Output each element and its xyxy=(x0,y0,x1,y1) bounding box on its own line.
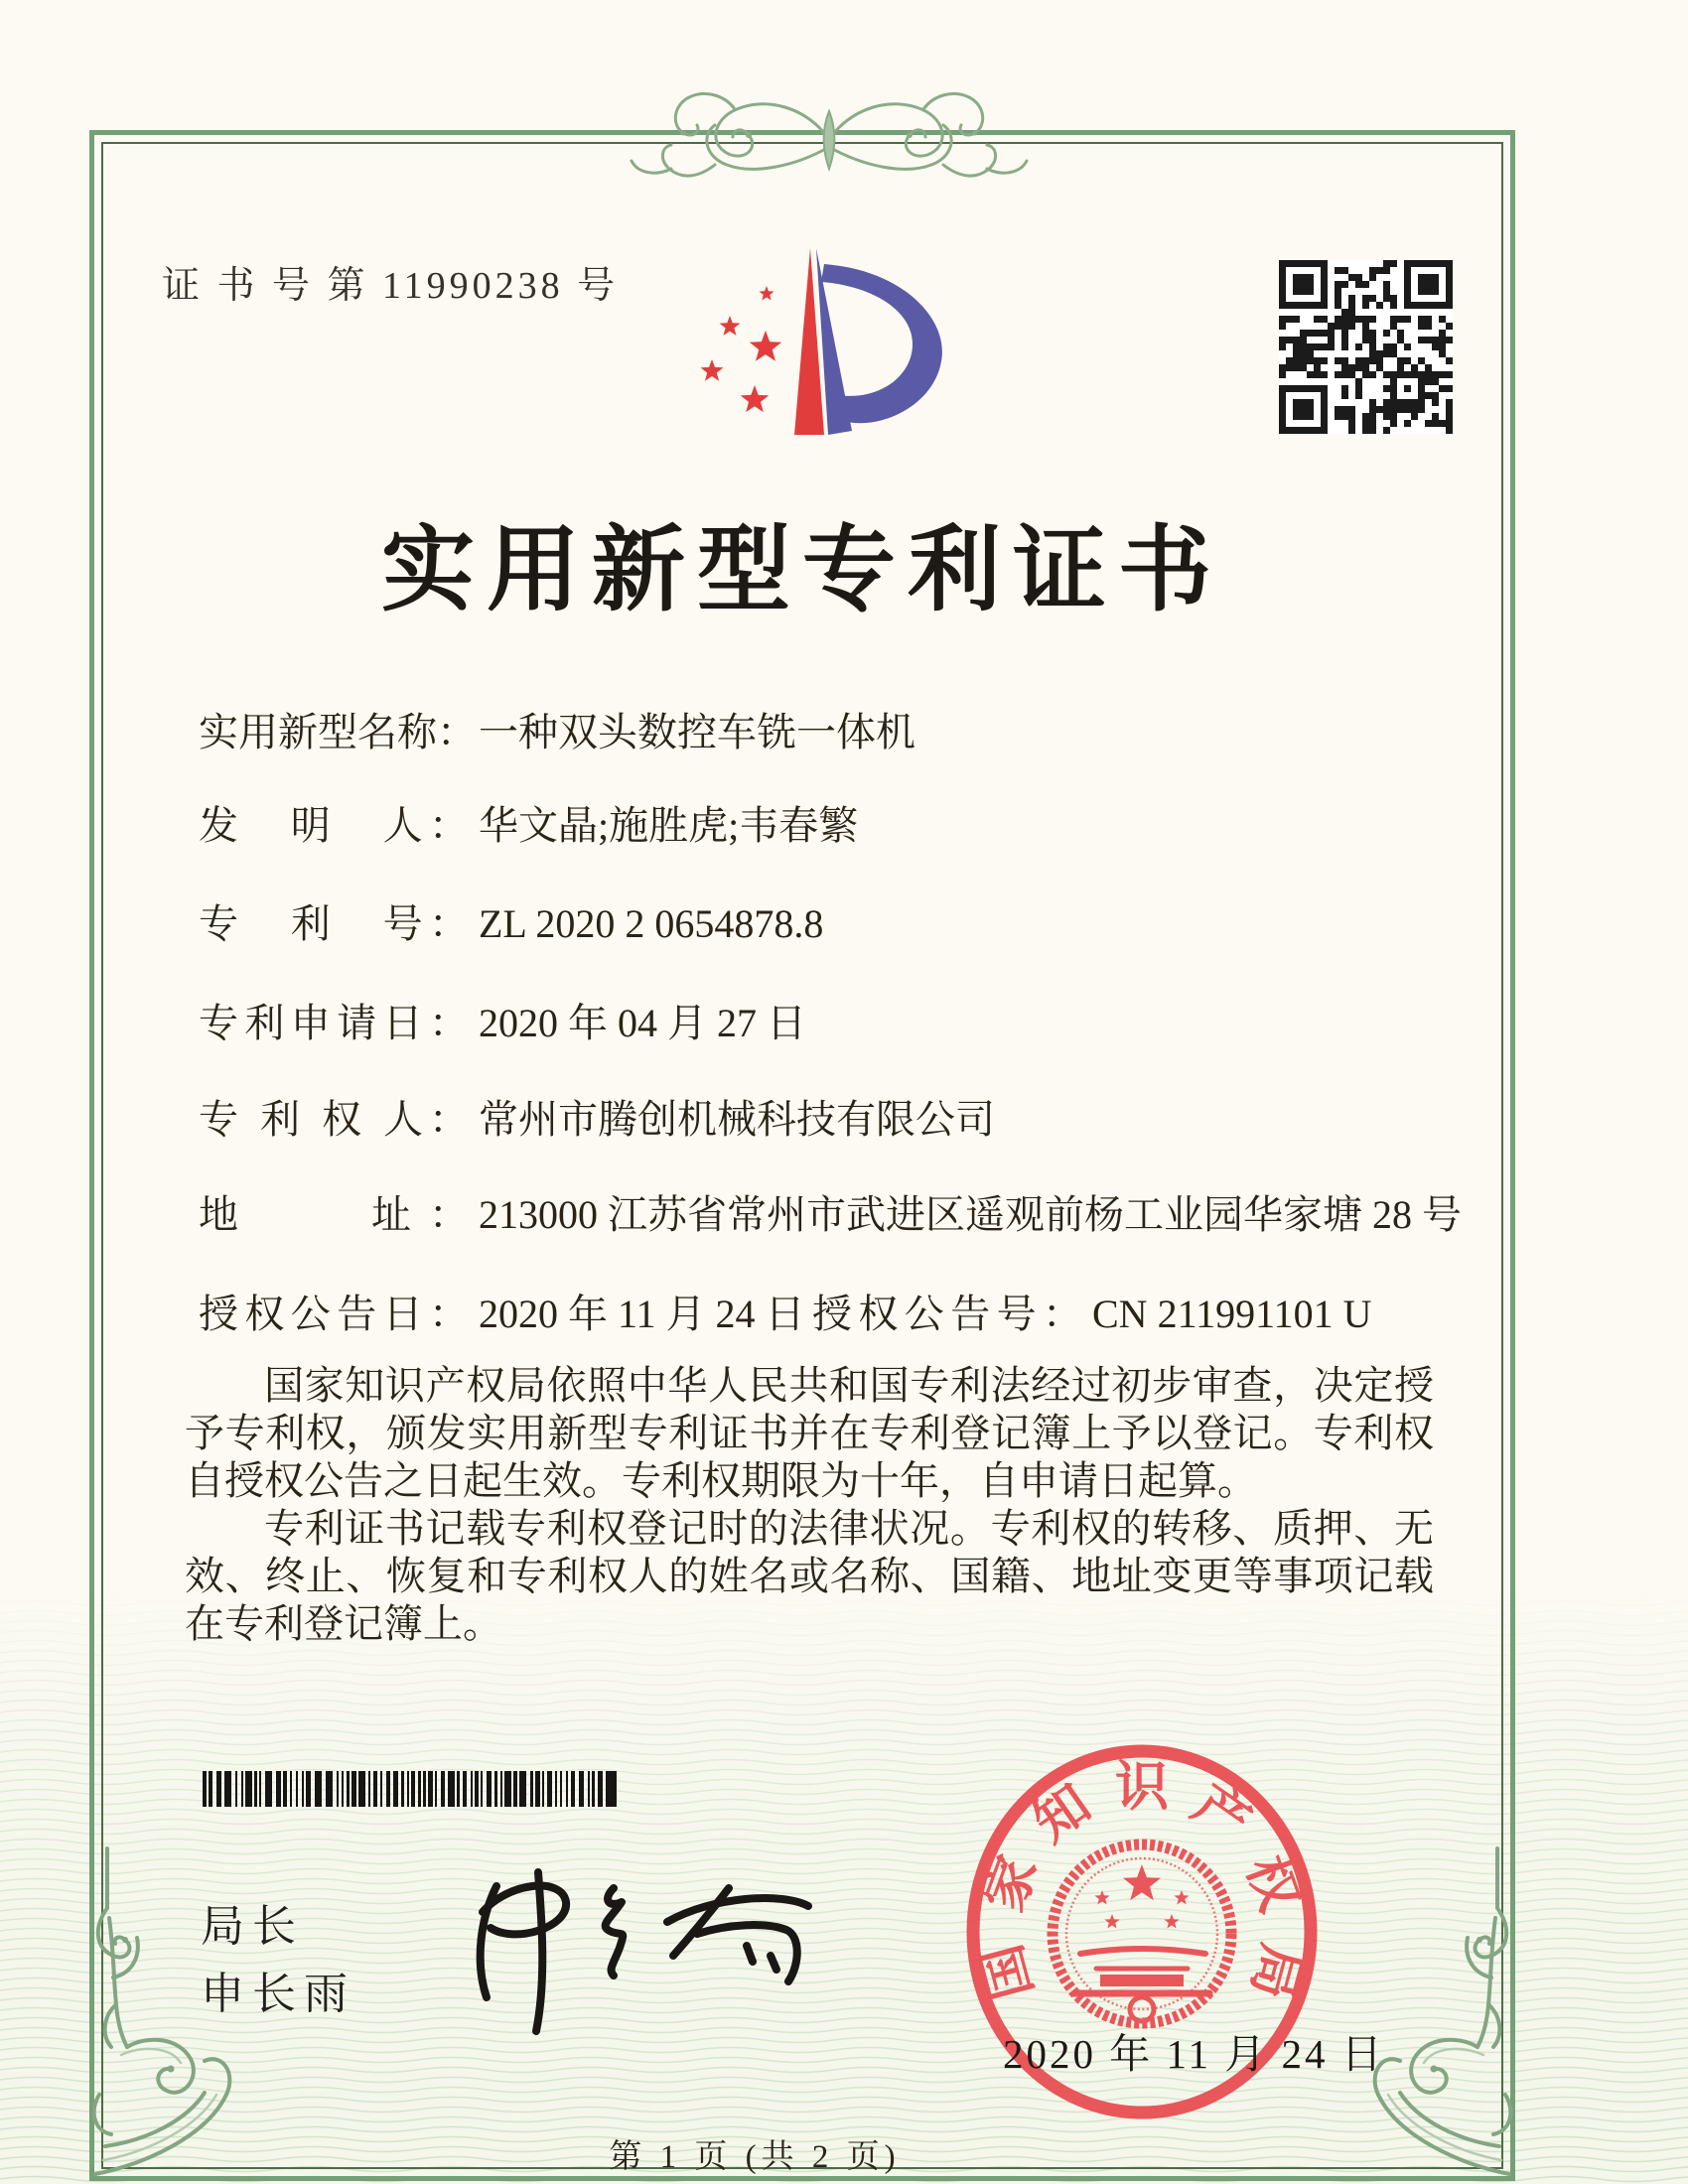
field-label: 实用新型名称： xyxy=(199,710,477,754)
svg-text:知: 知 xyxy=(1023,1773,1102,1853)
svg-text:识: 识 xyxy=(1115,1757,1169,1817)
bottom-right-flourish-ornament xyxy=(1368,1846,1519,2176)
field-value: ZL 2020 2 0654878.8 xyxy=(479,901,824,946)
field-label: 授权公告号： xyxy=(812,1292,1082,1336)
field-label: 专利申请日： xyxy=(199,1001,469,1045)
certificate-body-text xyxy=(185,1362,1434,1648)
certificate-number: 证 书 号 第 11990238 号 xyxy=(162,265,620,307)
svg-text:国: 国 xyxy=(971,1938,1044,2006)
field-label: 专 利 号： xyxy=(199,901,469,946)
field-value: 213000 江苏省常州市武进区遥观前杨工业园华家塘 28 号 xyxy=(479,1192,1462,1237)
svg-text:家: 家 xyxy=(973,1847,1049,1920)
seal-date: 2020 年 11 月 24 日 xyxy=(1003,2031,1385,2077)
field-row-name xyxy=(199,701,915,757)
field-row-address xyxy=(199,1183,1462,1240)
svg-text:权: 权 xyxy=(1235,1847,1311,1920)
cnipa-logo xyxy=(626,224,953,463)
field-row-grant-number xyxy=(812,1283,1371,1339)
field-label: 授权公告日： xyxy=(199,1292,469,1336)
logo-stars-icon xyxy=(701,286,782,412)
field-label: 地 址： xyxy=(199,1192,469,1237)
field-label: 专 利 权 人： xyxy=(199,1097,469,1142)
commissioner-name: 申长雨 xyxy=(201,1970,355,2018)
top-flourish-ornament xyxy=(586,87,1072,182)
page-footer: 第 1 页 (共 2 页) xyxy=(609,2139,901,2175)
field-row-filing-date xyxy=(199,992,806,1048)
field-row-patentee xyxy=(199,1088,995,1145)
emblem-stars-icon xyxy=(1094,1864,1189,1929)
field-row-inventors xyxy=(199,794,858,851)
svg-text:局: 局 xyxy=(1240,1938,1313,2006)
certificate-title: 实用新型专利证书 xyxy=(380,519,1223,622)
body-paragraph-1: 国家知识产权局依照中华人民共和国专利法经过初步审查，决定授予专利权，颁发实用新型专利证书并在专利登记簿上予以登记。专利权自授权公告之日起生效。专利权期限为十年，自申请日起算。 xyxy=(185,1363,1434,1503)
barcode xyxy=(203,1771,618,1807)
field-value: 2020 年 04 月 27 日 xyxy=(479,1001,806,1045)
commissioner-title: 局长 xyxy=(201,1902,304,1951)
field-value: CN 211991101 U xyxy=(1092,1292,1372,1336)
qr-code xyxy=(1279,260,1453,434)
logo-p-bowl-icon xyxy=(821,264,942,423)
svg-text:产: 产 xyxy=(1182,1773,1261,1853)
field-row-patent-number xyxy=(199,892,823,949)
commissioner-signature xyxy=(463,1862,820,2041)
field-value: 一种双头数控车铣一体机 xyxy=(479,710,915,754)
field-value: 常州市腾创机械科技有限公司 xyxy=(479,1097,995,1142)
field-value: 华文晶;施胜虎;韦春繁 xyxy=(479,803,859,848)
body-paragraph-2: 专利证书记载专利权登记时的法律状况。专利权的转移、质押、无效、终止、恢复和专利权人的姓名或名称、国籍、地址变更等事项记载在专利登记簿上。 xyxy=(185,1506,1434,1646)
field-label: 发 明 人： xyxy=(199,803,469,848)
field-value: 2020 年 11 月 24 日 xyxy=(479,1292,805,1336)
field-row-grant-date xyxy=(199,1283,805,1339)
